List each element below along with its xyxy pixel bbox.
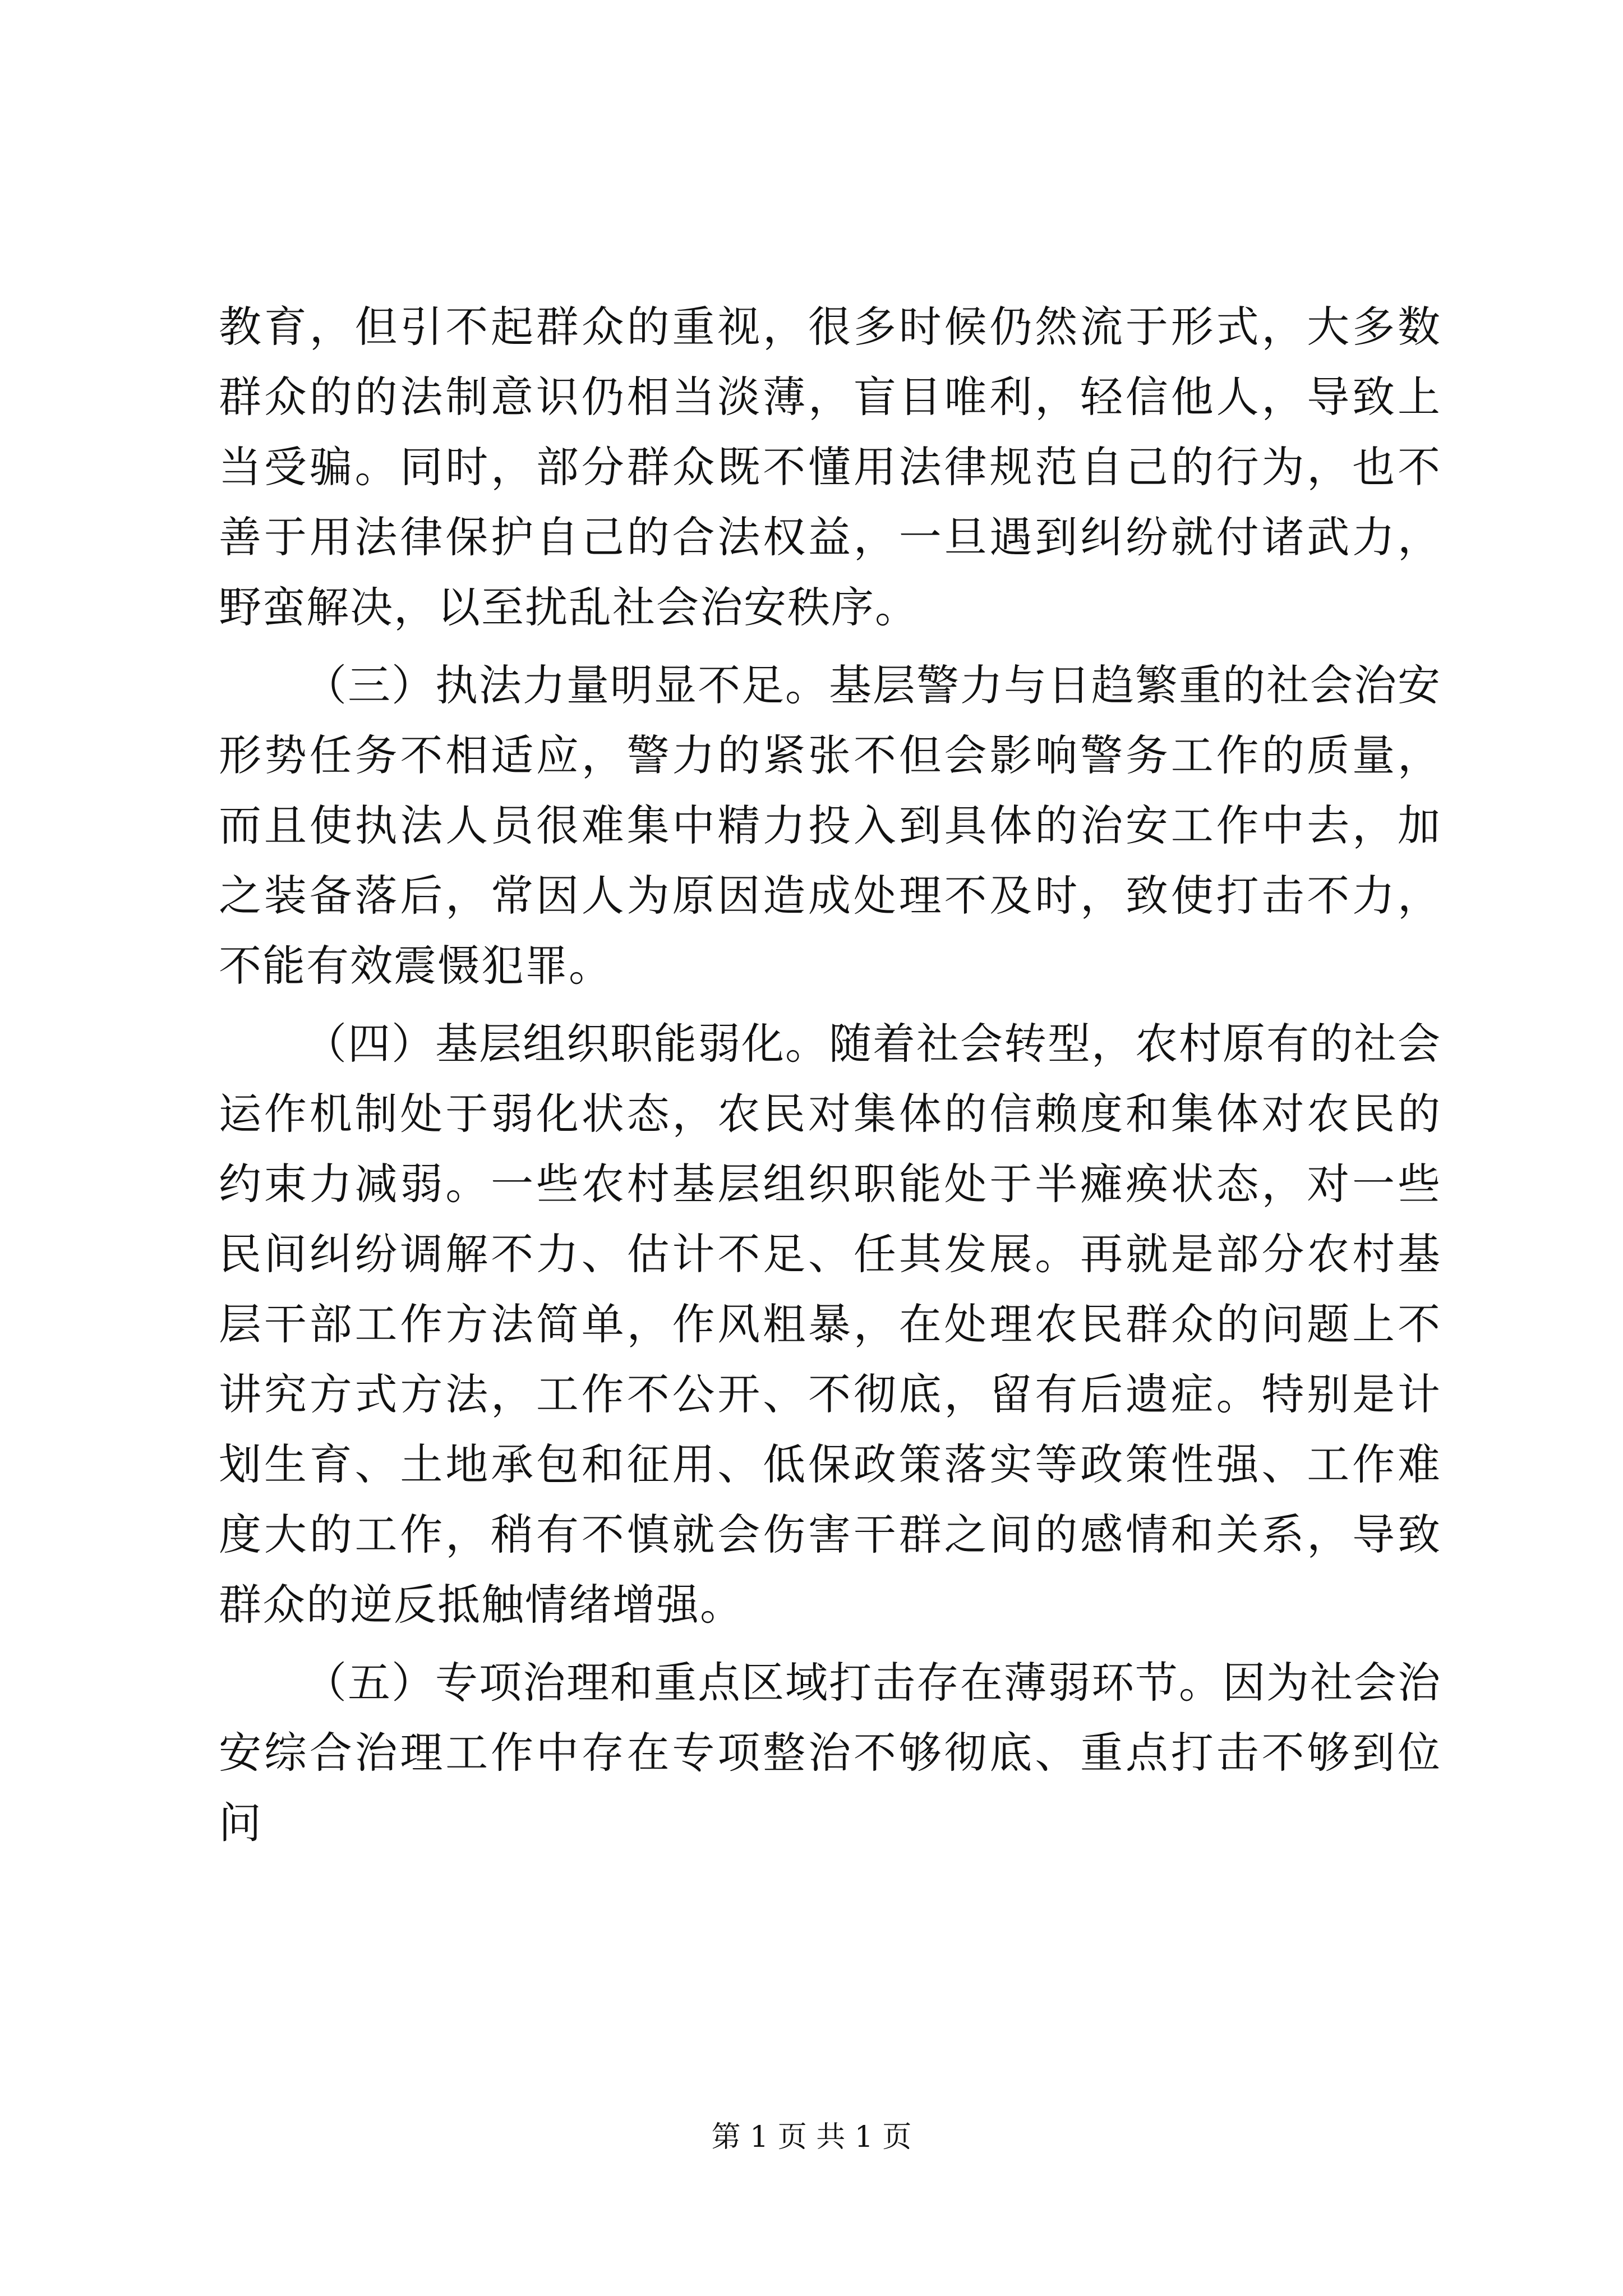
page-footer: 第 1 页 共 1 页	[711, 2120, 912, 2154]
paragraph-section-3: （三）执法力量明显不足。基层警力与日趋繁重的社会治安形势任务不相适应，警力的紧张不但会影响警务工作的质量，而且使执法人员很难集中精力投入到具体的治安工作中去，加之装备落后，常因人为原因造成处理不及时，致使打击不力，不能有效震慑犯罪。	[219, 660, 1441, 991]
paragraph-section-4: （四）基层组织职能弱化。随着社会转型，农村原有的社会运作机制处于弱化状态，农民对集体的信赖度和集体对农民的约束力减弱。一些农村基层组织职能处于半瘫痪状态，对一些民间纠纷调解不力、估计不足、任其发展。再就是部分农村基层干部工作方法简单，作风粗暴，在处理农民群众的问题上不讲究方式方法，工作不公开、不彻底，留有后遗症。特别是计划生育、土地承包和征用、低保政策落实等政策性强、工作难度大的工作，稍有不慎就会伤害干群之间的感情和关系，导致群众的逆反抵触情绪增强。	[219, 1019, 1441, 1630]
document-body	[219, 292, 1441, 1858]
paragraph-continuation: 教育，但引不起群众的重视，很多时候仍然流于形式，大多数群众的的法制意识仍相当淡薄，盲目唯利，轻信他人，导致上当受骗。同时，部分群众既不懂用法律规范自己的行为，也不善于用法律保护自己的合法权益，一旦遇到纠纷就付诸武力，野蛮解决，以至扰乱社会治安秩序。	[219, 302, 1441, 632]
paragraph-section-5: （五）专项治理和重点区域打击存在薄弱环节。因为社会治安综合治理工作中存在专项整治不够彻底、重点打击不够到位问	[219, 1658, 1441, 1848]
